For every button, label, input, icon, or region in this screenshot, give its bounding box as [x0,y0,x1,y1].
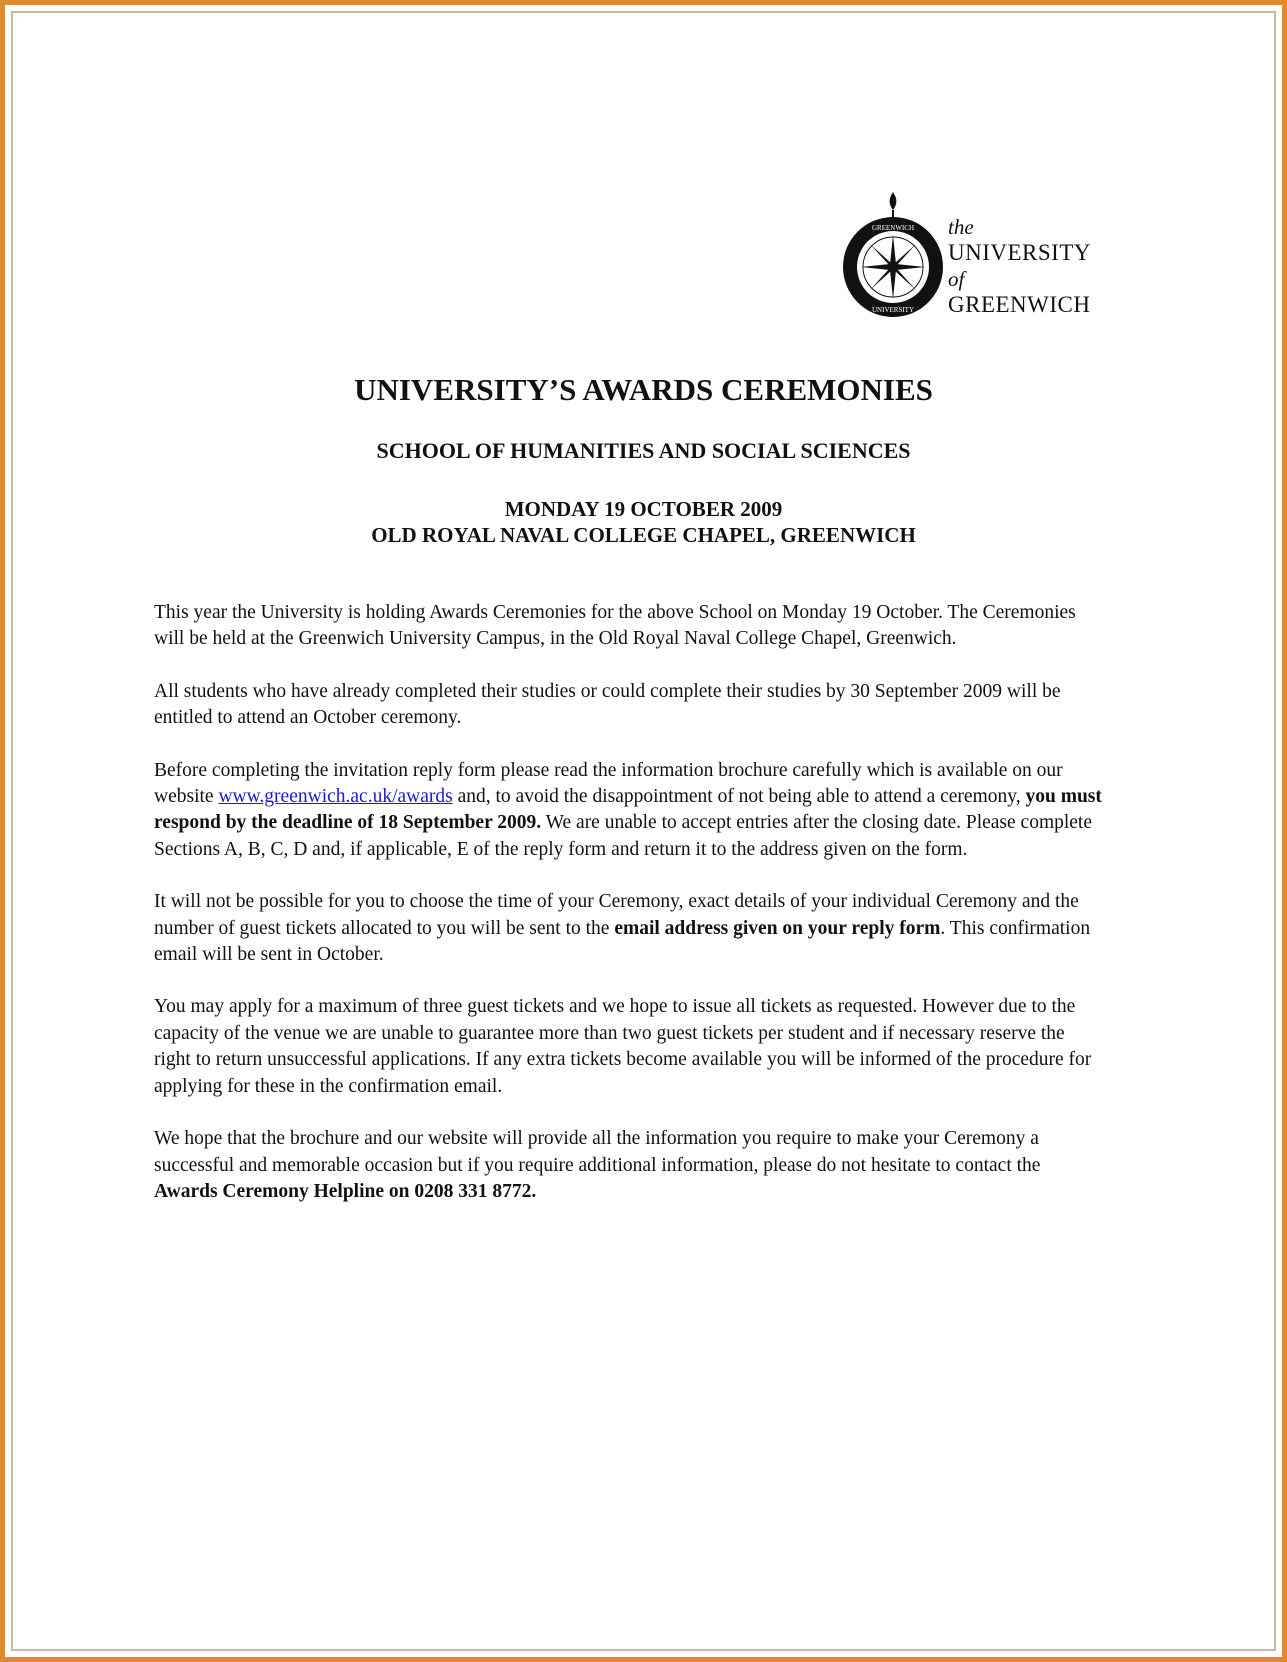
logo-greenwich: GREENWICH [948,292,1091,317]
paragraph-eligibility: All students who have already completed their studies or could complete their studies by 30 September 2009 will be entitled to attend an October ceremony. [154,680,1061,729]
svg-text:GREENWICH: GREENWICH [872,224,914,232]
paragraph-guest-tickets: You may apply for a maximum of three guest tickets and we hope to issue all tickets as requested. However due to the capacity of the venue we are unable to guarantee more than two guest tickets per student and if necessary reserve the right to return unsuccessful applications. If any extra tickets become available you will be informed of the procedure for applying for these in the confirmation email. [154,996,1092,1097]
letter-body [154,600,1104,1231]
text: We hope that the brochure and our website will provide all the information you require to make your Ceremony a successful and memorable occasion but if you require additional information, please do not hesitate to contact the [154,1128,1041,1176]
text: . This confirmation email will be sent in October. [154,917,1091,966]
paragraph-ceremony-time [154,889,1104,968]
page-title: UNIVERSITY’S AWARDS CEREMONIES [354,372,933,407]
text: and, to avoid the disappointment of not being able to attend a ceremony, [452,786,1026,808]
paragraph-helpline [154,1126,1104,1205]
logo-wordmark [948,214,1091,318]
logo-university: UNIVERSITY [948,240,1091,265]
school-name: SCHOOL OF HUMANITIES AND SOCIAL SCIENCES [376,438,911,463]
awards-website-link[interactable]: www.greenwich.ac.uk/awards [218,786,453,808]
deadline-notice: you must respond by the deadline of 18 September 2009. [154,786,1102,834]
event-venue: OLD ROYAL NAVAL COLLEGE CHAPEL, GREENWICH [371,523,916,547]
logo-the: the [948,215,974,239]
university-seal-icon [838,190,948,320]
paragraph-deadline [154,758,1104,864]
paragraph-intro: This year the University is holding Awards Ceremonies for the above School on Monday 19 October. The Ceremonies will be held at the Greenwich University Campus, in the Old Royal Naval College Chapel, Greenwich. [154,602,1076,650]
text: Before completing the invitation reply form please read the information brochure carefully which is available on our website [154,759,1063,808]
email-notice: email address given on your reply form [614,917,941,939]
event-details [0,496,1287,548]
event-date: MONDAY 19 OCTOBER 2009 [504,497,783,521]
svg-text:UNIVERSITY: UNIVERSITY [872,306,914,314]
university-logo [838,190,1118,320]
text: It will not be possible for you to choose the time of your Ceremony, exact details of your individual Ceremony and the number of guest tickets allocated to you will be sent to the [154,891,1079,939]
text: We are unable to accept entries after the closing date. Please complete Sections A, B, C, D and, if applicable, E of the reply form and return it to the address given on the form. [154,812,1093,860]
helpline-number: Awards Ceremony Helpline on 0208 331 8772. [154,1180,537,1202]
logo-of: of [948,267,965,291]
